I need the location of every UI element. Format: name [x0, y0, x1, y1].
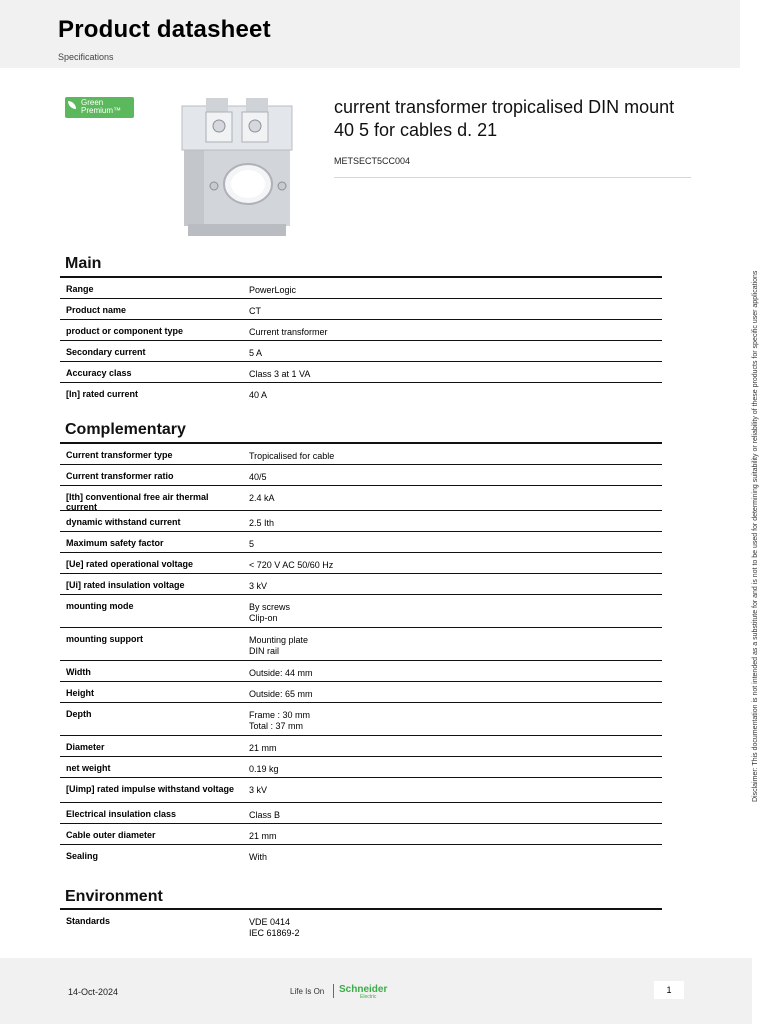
environment-table: [60, 908, 662, 943]
leaf-icon: [68, 101, 76, 109]
table-row: [60, 824, 662, 845]
page-header: [0, 0, 740, 68]
spec-label: dynamic withstand current: [66, 517, 181, 527]
spec-label: Depth: [66, 709, 92, 719]
table-row: [60, 465, 662, 486]
spec-value: 21 mm: [249, 831, 277, 841]
table-row: [60, 553, 662, 574]
brand-sub: Electric: [360, 994, 377, 1000]
table-row: [60, 532, 662, 553]
spec-label: Height: [66, 688, 94, 698]
disclaimer-text: Disclaimer: This documentation is not intended as a substitute for and is not to be used for determining suitability or reliability of these products for specific user applications: [752, 270, 759, 802]
spec-value: VDE 0414: [249, 917, 291, 927]
logo-divider: [333, 984, 334, 998]
spec-value: Total : 37 mm: [249, 721, 304, 731]
spec-value: Class 3 at 1 VA: [249, 369, 311, 379]
spec-label: Current transformer ratio: [66, 471, 174, 481]
table-row: [60, 299, 662, 320]
spec-value: DIN rail: [249, 646, 280, 656]
product-image: [178, 96, 298, 240]
disclaimer: [752, 270, 760, 802]
spec-label: product or component type: [66, 326, 183, 336]
spec-value: Tropicalised for cable: [249, 451, 335, 461]
spec-value: CT: [249, 306, 261, 316]
spec-value: 40/5: [249, 472, 267, 482]
section-title-main: Main: [65, 255, 102, 272]
complementary-table: [60, 442, 662, 866]
spec-value: Current transformer: [249, 327, 328, 337]
spec-label: [Ui] rated insulation voltage: [66, 580, 185, 590]
spec-value: Outside: 44 mm: [249, 668, 313, 678]
page-footer: [0, 958, 752, 1024]
page-number: 1: [654, 981, 684, 999]
table-row: [60, 845, 662, 866]
spec-label: Product name: [66, 305, 127, 315]
green-premium-badge: [65, 97, 134, 118]
table-row: [60, 383, 662, 404]
product-reference: METSECT5CC004: [334, 156, 411, 166]
table-row: [60, 628, 662, 661]
spec-label: Range: [66, 284, 94, 294]
spec-value: 5: [249, 539, 255, 549]
spec-label: Diameter: [66, 742, 105, 752]
spec-label: mounting support: [66, 634, 143, 644]
spec-value: 3 kV: [249, 581, 268, 591]
spec-value: 3 kV: [249, 785, 268, 795]
table-row: [60, 574, 662, 595]
table-row: [60, 803, 662, 824]
spec-value: By screws: [249, 602, 291, 612]
badge-line1: Green: [81, 98, 104, 107]
spec-value: IEC 61869-2: [249, 928, 300, 938]
spec-value: Clip-on: [249, 613, 278, 623]
section-title-complementary: Complementary: [65, 421, 186, 438]
table-row: [60, 444, 662, 465]
table-row: [60, 778, 662, 803]
spec-value: Mounting plate: [249, 635, 309, 645]
spec-value: 21 mm: [249, 743, 277, 753]
table-row: [60, 703, 662, 736]
table-row: [60, 736, 662, 757]
table-row: [60, 511, 662, 532]
spec-label: [In] rated current: [66, 389, 139, 399]
spec-label: Electrical insulation class: [66, 809, 177, 819]
title-divider: [334, 177, 691, 178]
spec-label: [Ue] rated operational voltage: [66, 559, 194, 569]
spec-label: Sealing: [66, 851, 99, 861]
table-row: [60, 320, 662, 341]
spec-label: Standards: [66, 916, 111, 926]
spec-label: Cable outer diameter: [66, 830, 156, 840]
spec-value: With: [249, 852, 267, 862]
spec-label: Secondary current: [66, 347, 146, 357]
spec-label: Accuracy class: [66, 368, 132, 378]
table-row: [60, 278, 662, 299]
spec-label: Maximum safety factor: [66, 538, 164, 548]
spec-value: 0.19 kg: [249, 764, 279, 774]
page-title: Product datasheet: [58, 16, 271, 43]
spec-label: [Ith] conventional free air thermal current: [66, 492, 209, 512]
spec-value: Class B: [249, 810, 281, 820]
section-title-environment: Environment: [65, 888, 163, 905]
table-row: [60, 910, 662, 943]
footer-date: 14-Oct-2024: [68, 987, 119, 997]
table-row: [60, 486, 662, 511]
spec-value: 2.5 Ith: [249, 518, 275, 528]
spec-value: Frame : 30 mm: [249, 710, 311, 720]
table-row: [60, 595, 662, 628]
brand-name: Schneider: [339, 984, 388, 995]
spec-value: 5 A: [249, 348, 263, 358]
table-row: [60, 341, 662, 362]
spec-label: Width: [66, 667, 91, 677]
spec-value: < 720 V AC 50/60 Hz: [249, 560, 334, 570]
product-title: current transformer tropicalised DIN mount 40 5 for cables d. 21: [334, 97, 675, 140]
page-subtitle: Specifications: [58, 52, 114, 62]
spec-value: 40 A: [249, 390, 268, 400]
spec-label: [Uimp] rated impulse withstand voltage: [66, 784, 235, 794]
table-row: [60, 682, 662, 703]
spec-label: mounting mode: [66, 601, 134, 611]
main-table: [60, 276, 662, 404]
table-row: [60, 362, 662, 383]
table-row: [60, 661, 662, 682]
spec-value: PowerLogic: [249, 285, 297, 295]
table-row: [60, 757, 662, 778]
spec-value: Outside: 65 mm: [249, 689, 313, 699]
spec-label: Current transformer type: [66, 450, 173, 460]
badge-line2: Premium™: [81, 106, 122, 115]
spec-label: net weight: [66, 763, 111, 773]
spec-value: 2.4 kA: [249, 493, 275, 503]
life-is-on-text: Life Is On: [290, 987, 325, 996]
